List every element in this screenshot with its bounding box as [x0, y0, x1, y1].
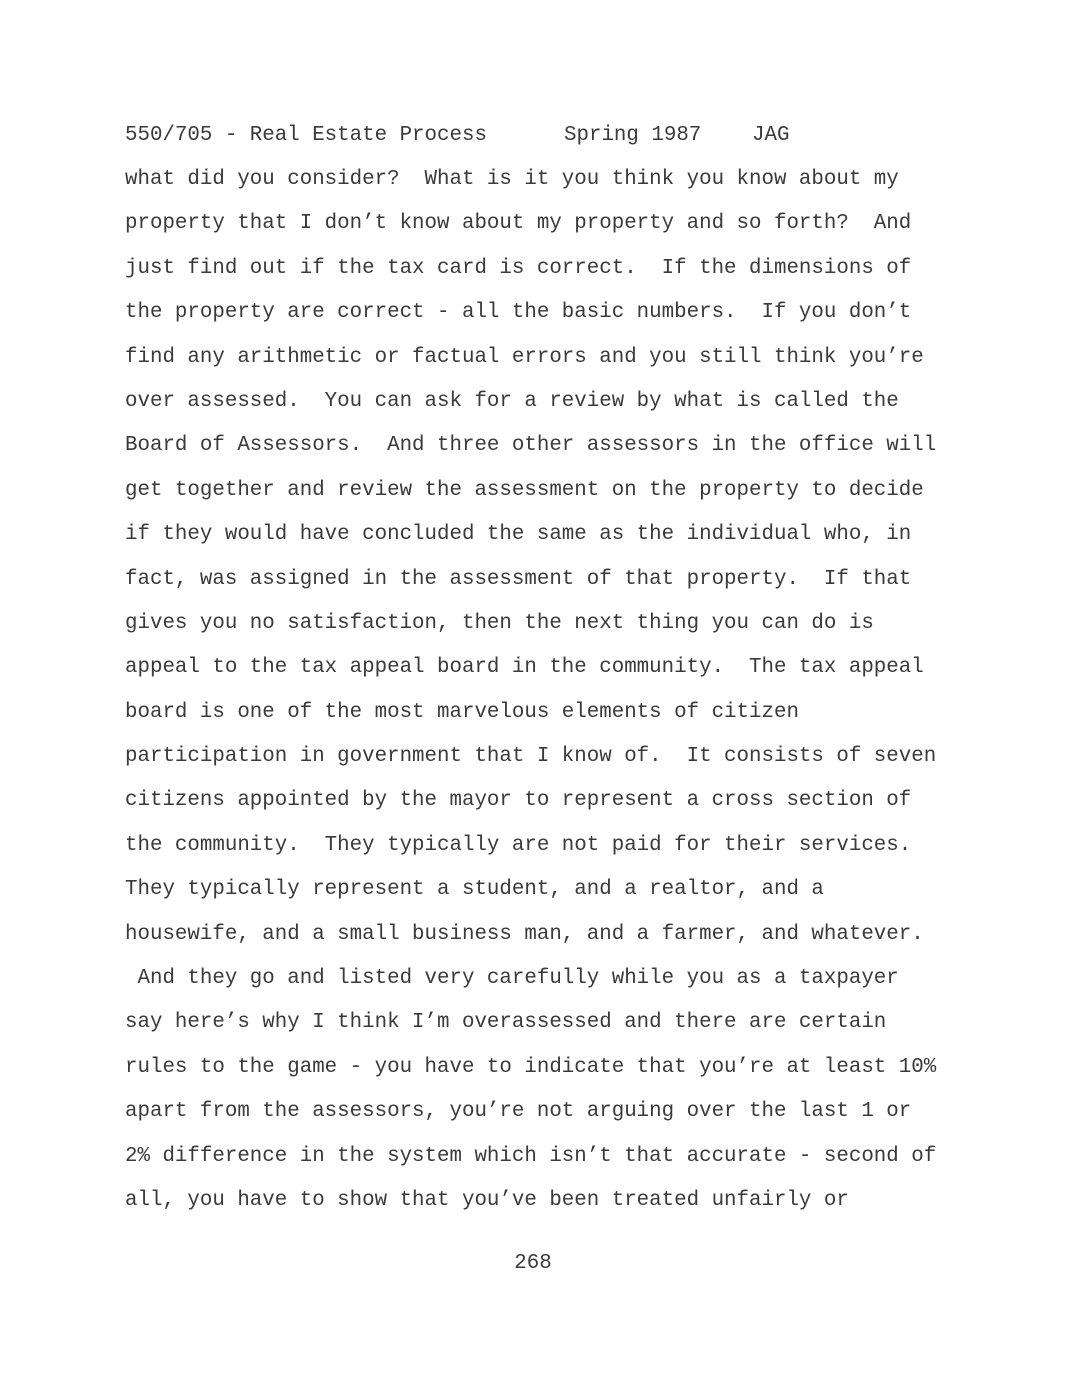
author-initials: JAG	[752, 124, 790, 147]
text-line: And they go and listed very carefully while you as a taxpayer	[125, 967, 899, 991]
text-line: appeal to the tax appeal board in the community. The tax appeal	[125, 656, 924, 680]
term-label: Spring 1987	[564, 124, 702, 147]
text-line: participation in government that I know of. It consists of seven	[125, 745, 937, 769]
text-line: the property are correct - all the basic numbers. If you don’t	[125, 301, 912, 325]
text-line: over assessed. You can ask for a review by what is called the	[125, 389, 899, 413]
text-line: if they would have concluded the same as the individual who, in	[125, 523, 912, 547]
page-number: 268	[514, 1252, 552, 1275]
text-line: apart from the assessors, you’re not arguing over the last 1 or	[125, 1100, 912, 1124]
text-line: fact, was assigned in the assessment of that property. If that	[125, 567, 912, 591]
text-line: 2% difference in the system which isn’t that accurate - second of	[125, 1144, 937, 1168]
course-title: 550/705 - Real Estate Process	[125, 124, 487, 147]
text-line: say here’s why I think I’m overassessed and there are certain	[125, 1011, 887, 1035]
transcript-body	[125, 166, 1025, 1231]
text-line: the community. They typically are not paid for their services.	[125, 833, 912, 857]
text-line: rules to the game - you have to indicate that you’re at least 10%	[125, 1055, 937, 1079]
text-line: Board of Assessors. And three other assessors in the office will	[125, 434, 937, 458]
text-line: gives you no satisfaction, then the next thing you can do is	[125, 611, 874, 635]
text-line: just find out if the tax card is correct. If the dimensions of	[125, 256, 912, 280]
text-line: what did you consider? What is it you think you know about my	[125, 168, 899, 191]
text-line: board is one of the most marvelous elements of citizen	[125, 700, 799, 724]
text-line: They typically represent a student, and a realtor, and a	[125, 878, 824, 902]
text-line: citizens appointed by the mayor to represent a cross section of	[125, 789, 912, 813]
text-line: all, you have to show that you’ve been treated unfairly or	[125, 1188, 849, 1212]
page-header	[125, 122, 790, 150]
text-line: get together and review the assessment on the property to decide	[125, 478, 924, 502]
text-line: housewife, and a small business man, and a farmer, and whatever.	[125, 922, 924, 946]
text-line: find any arithmetic or factual errors and you still think you’re	[125, 345, 924, 369]
text-line: property that I don’t know about my property and so forth? And	[125, 212, 912, 236]
